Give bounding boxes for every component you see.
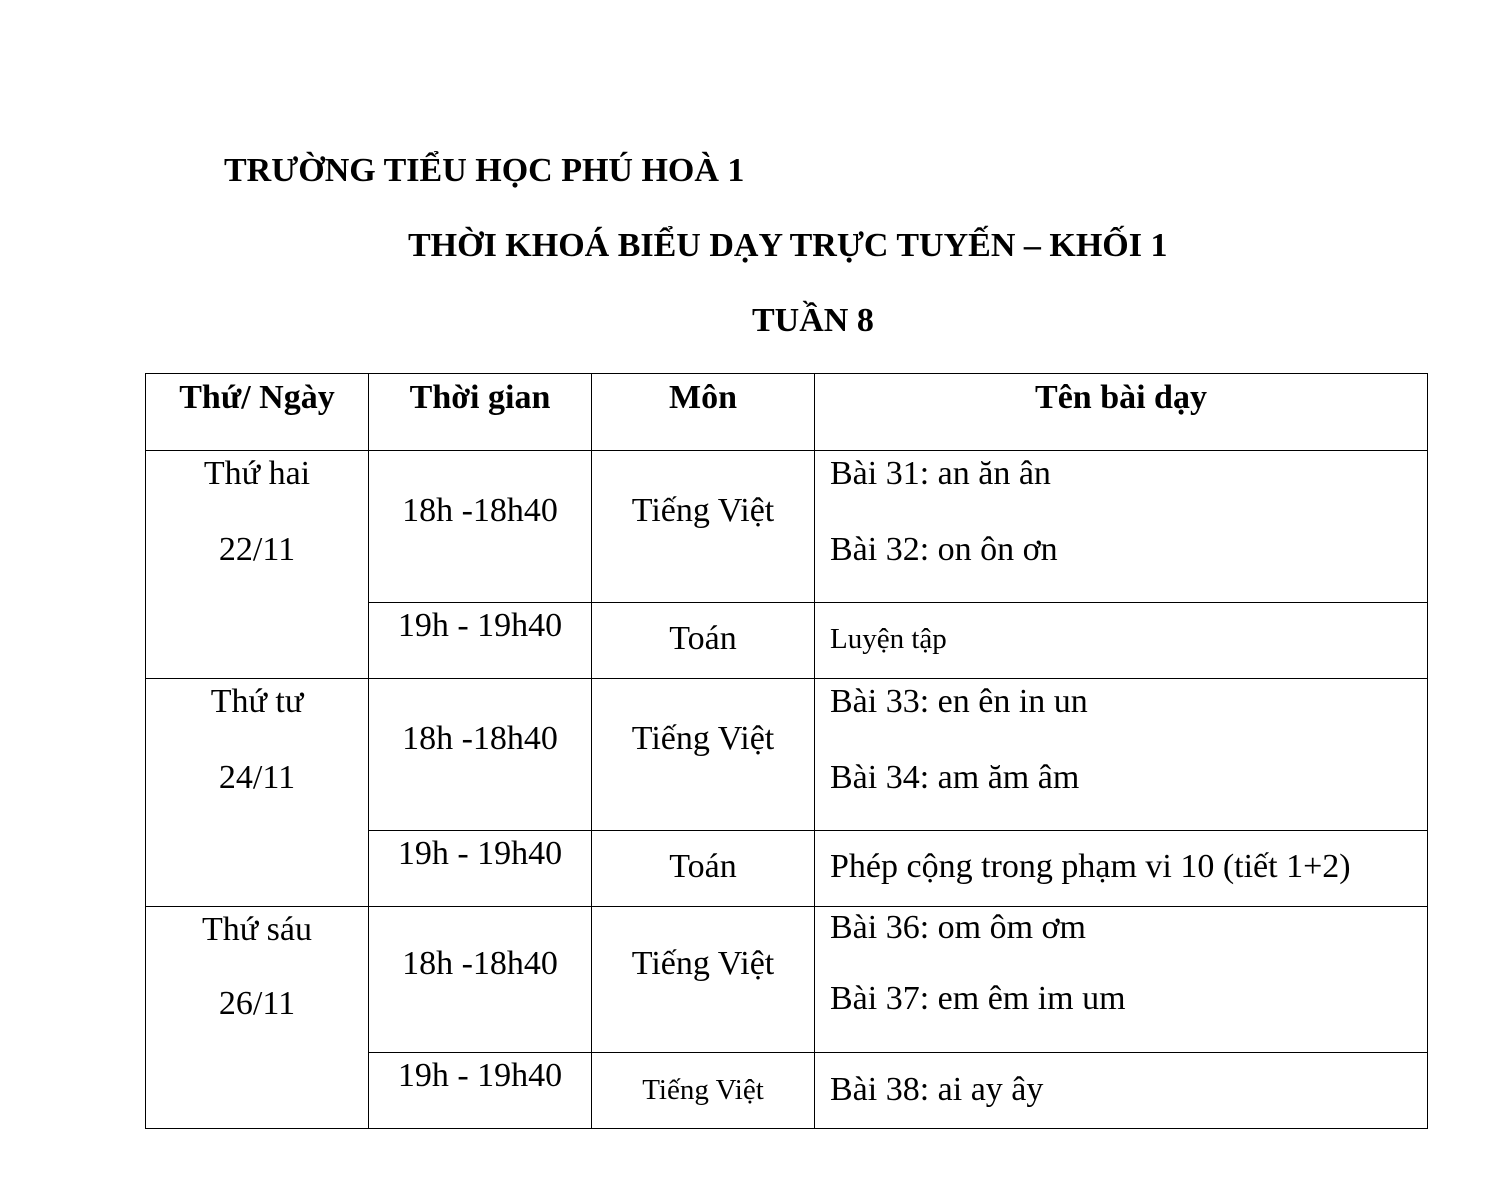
subject-cell: Tiếng Việt [592, 907, 815, 1053]
lesson-name: Bài 37: em êm im um [830, 980, 1126, 1017]
table-header-row [146, 374, 1428, 451]
column-header-lesson: Tên bài dạy [815, 374, 1428, 451]
subject-cell: Tiếng Việt [592, 451, 815, 603]
lesson-name: Bài 33: en ên in un [830, 683, 1088, 720]
lesson-name: Bài 32: on ôn ơn [830, 531, 1058, 568]
lesson-cell [815, 831, 1428, 907]
day-cell [146, 907, 369, 1129]
column-header-subject: Môn [592, 374, 815, 451]
lesson-name: Phép cộng trong phạm vi 10 (tiết 1+2) [830, 848, 1351, 885]
table-row [146, 679, 1428, 831]
subject-cell: Toán [592, 831, 815, 907]
subject-cell: Tiếng Việt [592, 679, 815, 831]
subject-cell: Toán [592, 603, 815, 679]
table-row [146, 451, 1428, 603]
lesson-name: Bài 34: am ăm âm [830, 759, 1080, 796]
subject-cell: Tiếng Việt [592, 1053, 815, 1129]
day-date: 24/11 [218, 759, 296, 796]
day-name: Thứ tư [210, 683, 304, 720]
time-cell: 19h - 19h40 [369, 603, 592, 679]
day-cell [146, 451, 369, 679]
school-name: TRƯỜNG TIỂU HỌC PHÚ HOÀ 1 [224, 152, 745, 189]
column-header-day: Thứ/ Ngày [146, 374, 369, 451]
lesson-name: Bài 31: an ăn ân [830, 455, 1051, 492]
day-name: Thứ sáu [201, 911, 313, 948]
lesson-name: Luyện tập [830, 623, 947, 655]
lesson-cell [815, 907, 1428, 1053]
lesson-name: Bài 36: om ôm ơm [830, 909, 1086, 946]
day-date: 22/11 [218, 531, 296, 568]
time-cell: 19h - 19h40 [369, 831, 592, 907]
schedule-table [145, 373, 1428, 1129]
day-date: 26/11 [218, 985, 296, 1022]
table-row [146, 907, 1428, 1053]
day-name: Thứ hai [203, 455, 311, 492]
lesson-cell [815, 1053, 1428, 1129]
time-cell: 18h -18h40 [369, 907, 592, 1053]
document-title: THỜI KHOÁ BIỂU DẠY TRỰC TUYẾN – KHỐI 1 [408, 227, 1168, 264]
week-label: TUẦN 8 [752, 302, 874, 339]
time-cell: 18h -18h40 [369, 451, 592, 603]
lesson-name: Bài 38: ai ay ây [830, 1071, 1044, 1108]
column-header-time: Thời gian [369, 374, 592, 451]
lesson-cell [815, 603, 1428, 679]
lesson-cell [815, 451, 1428, 603]
lesson-cell [815, 679, 1428, 831]
day-cell [146, 679, 369, 907]
time-cell: 18h -18h40 [369, 679, 592, 831]
time-cell: 19h - 19h40 [369, 1053, 592, 1129]
